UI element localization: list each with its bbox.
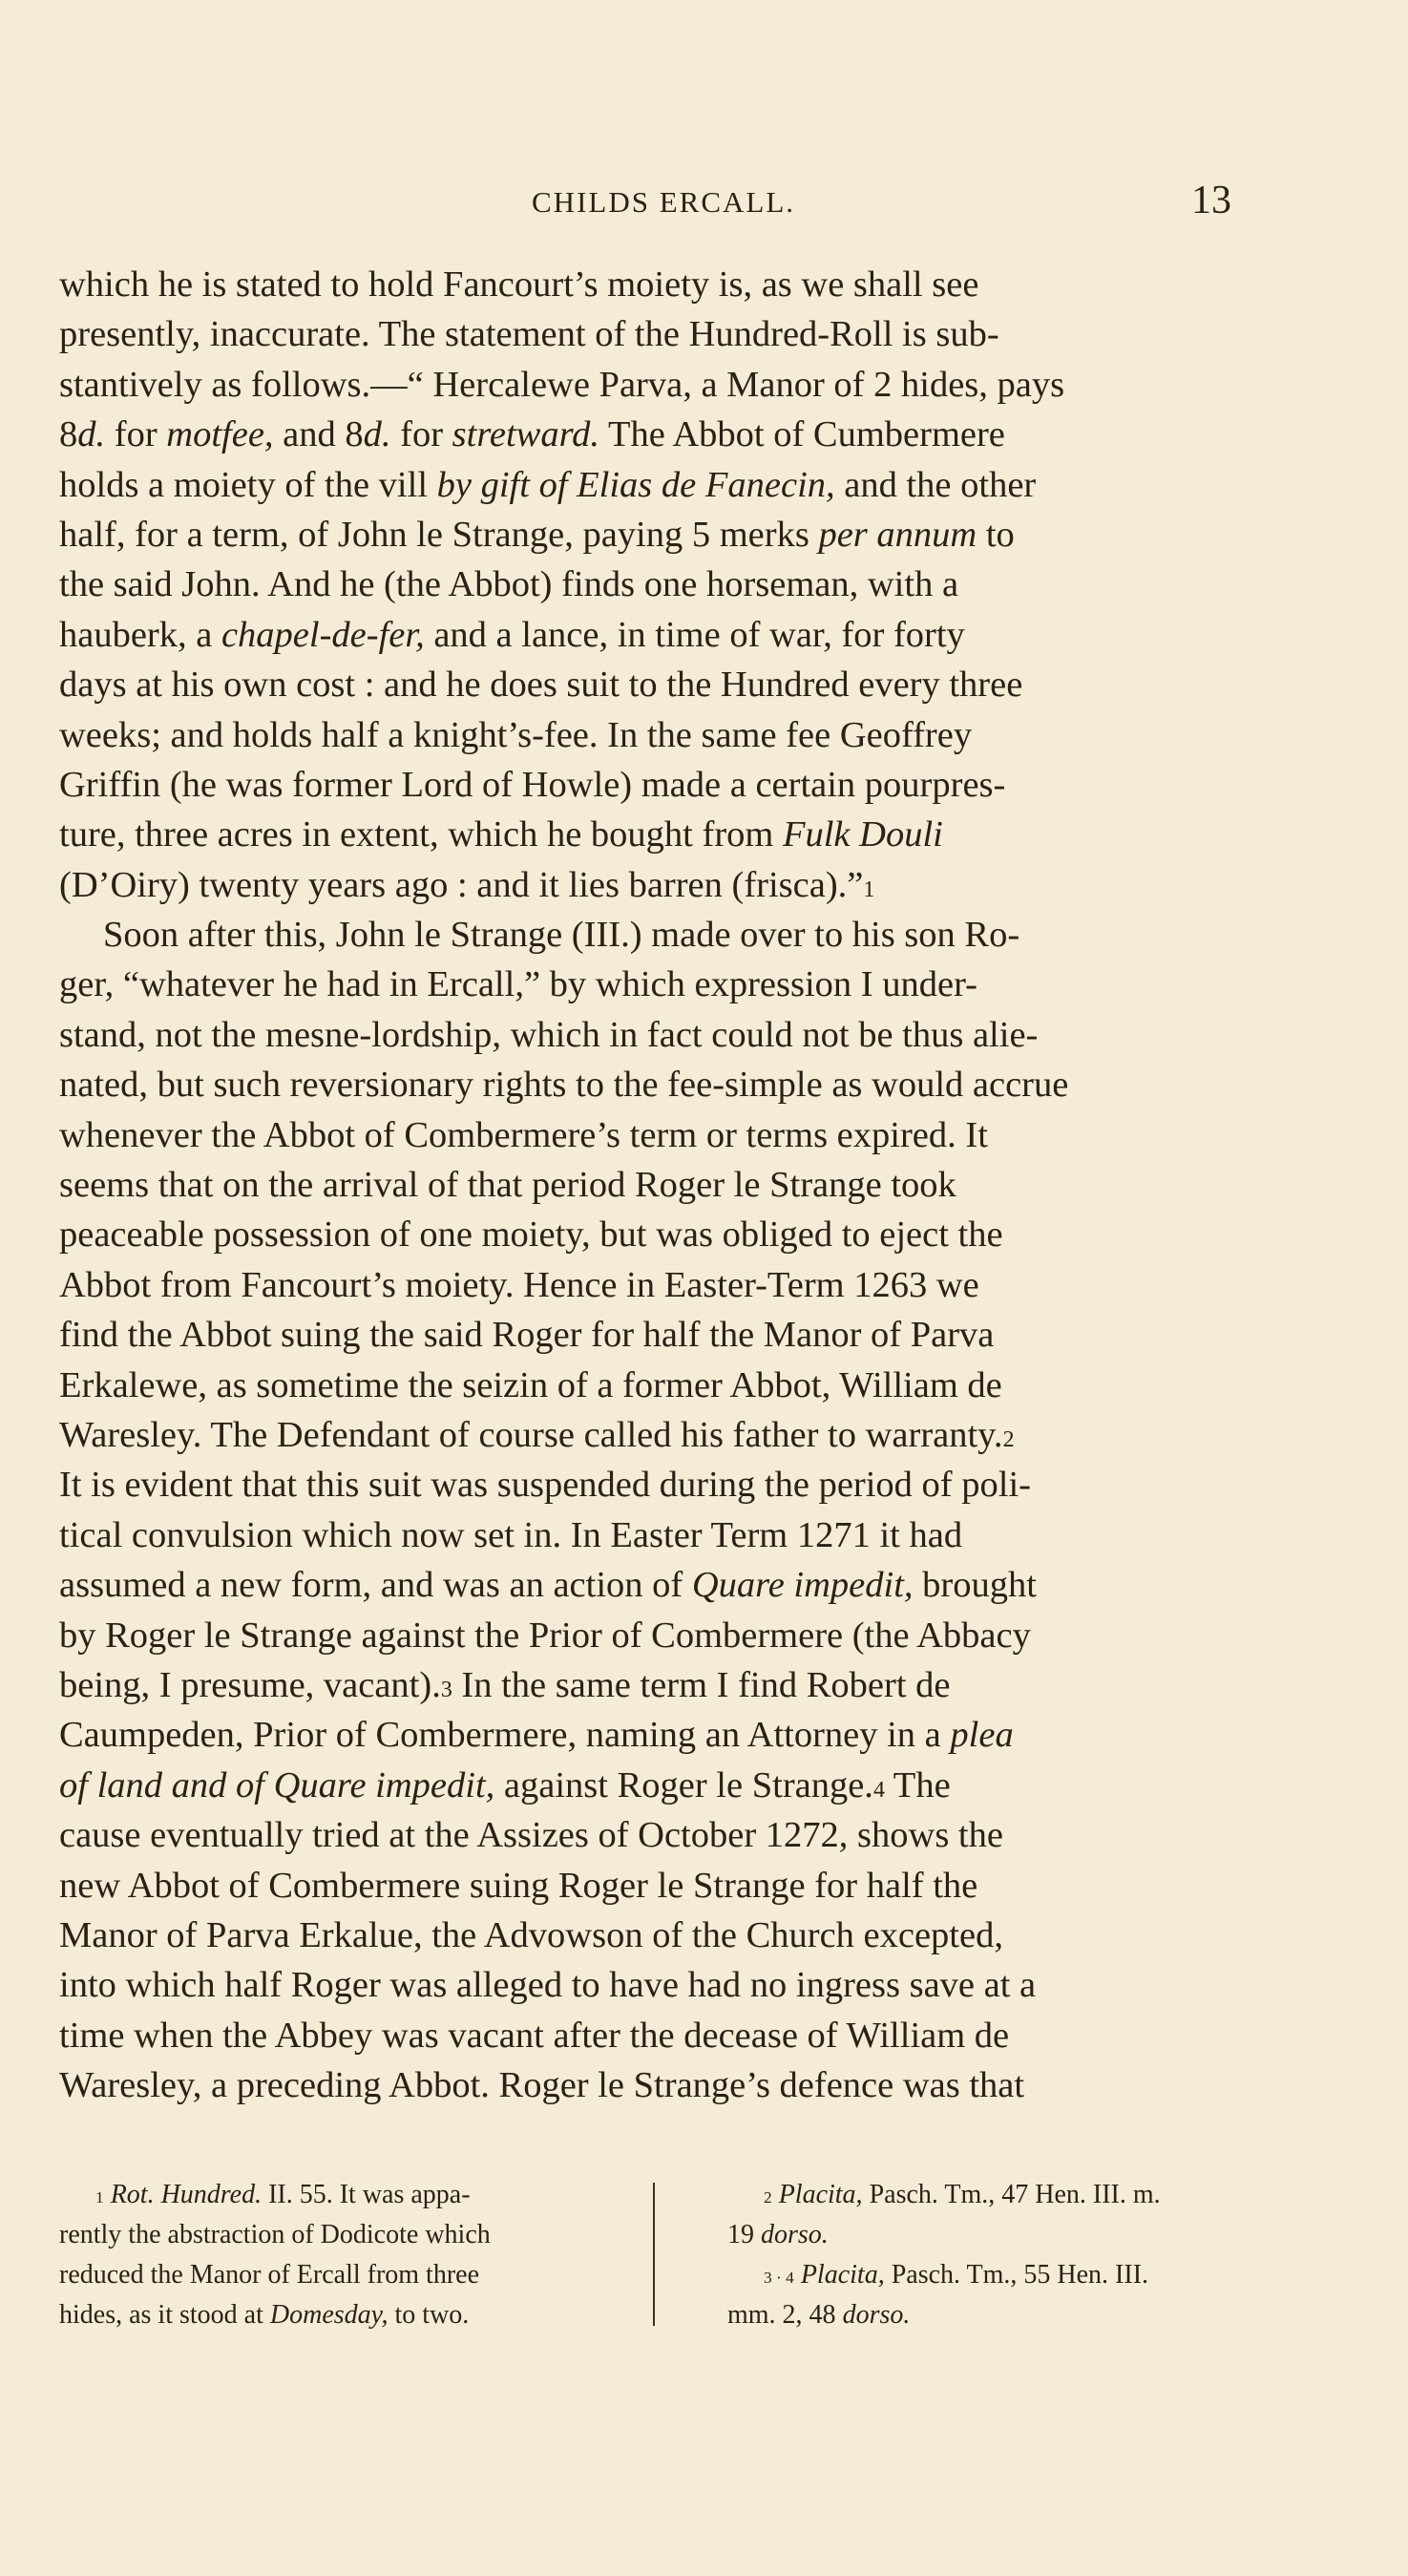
- text-segment: Caumpeden, Prior of Combermere, naming an Attorney in a: [59, 1715, 951, 1756]
- text-line: [59, 1110, 1235, 1160]
- text-line: [59, 1861, 1235, 1911]
- footnote-line: [727, 2175, 1300, 2215]
- italic-text: dorso.: [761, 2220, 829, 2249]
- italic-text: Rot. Hundred.: [110, 2180, 263, 2209]
- text-segment: days at his own cost : and he does suit to the Hundred every three: [59, 665, 1023, 706]
- text-line: [59, 1911, 1235, 1960]
- text-segment: The: [884, 1764, 951, 1805]
- text-segment: Abbot from Fancourt’s moiety. Hence in Easter-Term 1263 we: [59, 1264, 979, 1305]
- text-line: [59, 1361, 1235, 1410]
- text-segment: mm. 2, 48: [727, 2300, 843, 2330]
- footnotes-left-column: [59, 2175, 651, 2335]
- text-line: [59, 260, 1235, 309]
- text-segment: [794, 2260, 801, 2290]
- footnotes: [59, 2175, 1235, 2337]
- text-segment: being, I presume, vacant).: [59, 1664, 441, 1705]
- text-line: [59, 910, 1235, 960]
- text-segment: seems that on the arrival of that period Roger le Strange took: [59, 1165, 956, 1206]
- italic-text: dorso.: [842, 2300, 911, 2330]
- text-segment: peaceable possession of one moiety, but was obliged to eject the: [59, 1214, 1003, 1256]
- italic-text: d.: [363, 414, 391, 455]
- text-segment: hauberk, a: [59, 614, 221, 655]
- text-segment: cause eventually tried at the Assizes of October 1272, shows the: [59, 1815, 1003, 1856]
- text-segment: time when the Abbey was vacant after the decease of William de: [59, 2015, 1010, 2056]
- text-line: [59, 760, 1235, 810]
- italic-text: Placita,: [778, 2180, 863, 2209]
- text-segment: It is evident that this suit was suspended during the period of poli-: [59, 1465, 1031, 1506]
- running-title: CHILDS ERCALL.: [532, 185, 795, 219]
- text-segment: nated, but such reversionary rights to the fee-simple as would accrue: [59, 1065, 1069, 1106]
- text-line: [59, 960, 1235, 1009]
- text-segment: The Abbot of Cumbermere: [599, 414, 1005, 455]
- text-segment: and 8: [273, 414, 364, 455]
- text-segment: hides, as it stood at: [59, 2300, 270, 2330]
- footnotes-right-column: [727, 2175, 1300, 2335]
- text-segment: In the same term I find Robert de: [452, 1664, 951, 1705]
- text-line: [59, 510, 1235, 560]
- text-segment: [104, 2180, 111, 2209]
- text-line: [59, 2011, 1235, 2060]
- italic-text: Quare impedit,: [691, 1565, 914, 1606]
- text-segment: to: [977, 514, 1015, 555]
- text-segment: 19: [727, 2220, 761, 2249]
- text-segment: stand, not the mesne-lordship, which in fact could not be thus alie-: [59, 1014, 1039, 1055]
- footnote-marker: 1: [863, 876, 875, 902]
- body-text: [59, 260, 1235, 2110]
- text-segment: weeks; and holds half a knight’s-fee. In the same fee Geoffrey: [59, 714, 973, 755]
- text-segment: rently the abstraction of Dodicote which: [59, 2220, 491, 2249]
- text-segment: into which half Roger was alleged to have had no ingress save at a: [59, 1965, 1037, 2006]
- italic-text: stretward.: [452, 414, 600, 455]
- text-line: [59, 410, 1235, 459]
- text-segment: and the other: [834, 464, 1037, 505]
- text-line: [59, 1210, 1235, 1259]
- text-line: [59, 1060, 1235, 1109]
- italic-text: chapel-de-fer,: [221, 614, 425, 655]
- text-line: [59, 810, 1235, 859]
- text-segment: 8: [59, 414, 78, 455]
- footnote-line: [59, 2255, 651, 2295]
- text-segment: Pasch. Tm., 55 Hen. III.: [884, 2260, 1149, 2290]
- text-segment: Griffin (he was former Lord of Howle) made a certain pourpres-: [59, 764, 1006, 805]
- italic-text: Fulk Douli: [782, 814, 943, 855]
- italic-text: d.: [77, 414, 106, 455]
- text-segment: ger, “whatever he had in Ercall,” by which expression I under-: [59, 964, 977, 1005]
- italic-text: per annum: [818, 514, 977, 555]
- text-line: [59, 1510, 1235, 1560]
- text-segment: for: [105, 414, 167, 455]
- italic-text: of land and of Quare impedit,: [59, 1764, 495, 1805]
- text-line: [59, 1960, 1235, 2010]
- text-line: [59, 1611, 1235, 1660]
- text-line: [59, 309, 1235, 359]
- text-line: [59, 1810, 1235, 1860]
- italic-text: Domesday,: [269, 2300, 389, 2330]
- text-segment: Soon after this, John le Strange (III.) made over to his son Ro-: [103, 915, 1020, 956]
- text-segment: Waresley. The Defendant of course called his father to warranty.: [59, 1414, 1003, 1455]
- text-line: [59, 560, 1235, 609]
- text-line: [59, 460, 1235, 510]
- text-segment: Erkalewe, as sometime the seizin of a former Abbot, William de: [59, 1364, 1002, 1405]
- footnote-marker: 4: [872, 1777, 885, 1803]
- text-segment: stantively as follows.—“ Hercalewe Parva, a Manor of 2 hides, pays: [59, 364, 1065, 405]
- text-segment: the said John. And he (the Abbot) finds one horseman, with a: [59, 564, 959, 605]
- text-segment: reduced the Manor of Ercall from three: [59, 2260, 480, 2290]
- text-line: [59, 1010, 1235, 1060]
- text-segment: whenever the Abbot of Combermere’s term or terms expired. It: [59, 1114, 988, 1155]
- footnote-line: [59, 2295, 651, 2335]
- text-line: [59, 660, 1235, 709]
- text-line: [59, 1710, 1235, 1760]
- footnote-line: [727, 2255, 1300, 2295]
- text-line: [59, 1160, 1235, 1210]
- footnote-marker: 3 · 4: [764, 2269, 794, 2287]
- text-segment: find the Abbot suing the said Roger for half the Manor of Parva: [59, 1315, 995, 1356]
- italic-text: plea: [950, 1715, 1014, 1756]
- text-line: [59, 2060, 1235, 2110]
- footnote-column-rule: [653, 2183, 655, 2326]
- page-number: 13: [1191, 179, 1231, 222]
- text-segment: tical convulsion which now set in. In Easter Term 1271 it had: [59, 1514, 963, 1555]
- italic-text: Placita,: [800, 2260, 885, 2290]
- text-line: [59, 1560, 1235, 1610]
- footnote-line: [727, 2215, 1300, 2255]
- footnote-marker: 1: [95, 2188, 104, 2206]
- italic-text: by gift of Elias de Fanecin,: [436, 464, 835, 505]
- footnote-line: [59, 2175, 651, 2215]
- text-segment: II. 55. It was appa-: [262, 2180, 471, 2209]
- text-segment: holds a moiety of the vill: [59, 464, 437, 505]
- text-line: [59, 1410, 1235, 1460]
- text-line: [59, 360, 1235, 410]
- text-line: [59, 1310, 1235, 1360]
- text-segment: for: [390, 414, 452, 455]
- text-segment: Manor of Parva Erkalue, the Advowson of the Church excepted,: [59, 1914, 1003, 1955]
- text-segment: by Roger le Strange against the Prior of Combermere (the Abbacy: [59, 1615, 1031, 1656]
- text-segment: and a lance, in time of war, for forty: [424, 614, 965, 655]
- text-segment: which he is stated to hold Fancourt’s moiety is, as we shall see: [59, 264, 979, 305]
- text-line: [59, 1460, 1235, 1510]
- text-segment: new Abbot of Combermere suing Roger le Strange for half the: [59, 1865, 978, 1906]
- text-segment: against Roger le Strange.: [494, 1764, 873, 1805]
- text-line: [59, 610, 1235, 660]
- text-segment: ture, three acres in extent, which he bought from: [59, 814, 783, 855]
- text-segment: presently, inaccurate. The statement of the Hundred-Roll is sub-: [59, 314, 999, 355]
- footnote-line: [727, 2295, 1300, 2335]
- text-line: [59, 1660, 1235, 1710]
- text-segment: [772, 2180, 779, 2209]
- footnote-marker: 2: [764, 2188, 772, 2206]
- text-line: [59, 710, 1235, 760]
- text-segment: half, for a term, of John le Strange, paying 5 merks: [59, 514, 819, 555]
- text-segment: assumed a new form, and was an action of: [59, 1565, 692, 1606]
- text-segment: brought: [913, 1565, 1037, 1606]
- text-line: [59, 860, 1235, 910]
- text-segment: Waresley, a preceding Abbot. Roger le Strange’s defence was that: [59, 2065, 1025, 2106]
- text-segment: Pasch. Tm., 47 Hen. III. m.: [862, 2180, 1161, 2209]
- text-segment: to two.: [388, 2300, 470, 2330]
- text-segment: (D’Oiry) twenty years ago : and it lies barren (frisca).”: [59, 864, 864, 905]
- italic-text: motfee,: [166, 414, 274, 455]
- footnote-marker: 2: [1002, 1426, 1015, 1452]
- text-line: [59, 1761, 1235, 1810]
- footnote-marker: 3: [440, 1677, 452, 1702]
- running-head: [95, 181, 1231, 229]
- text-line: [59, 1260, 1235, 1310]
- footnote-line: [59, 2215, 651, 2255]
